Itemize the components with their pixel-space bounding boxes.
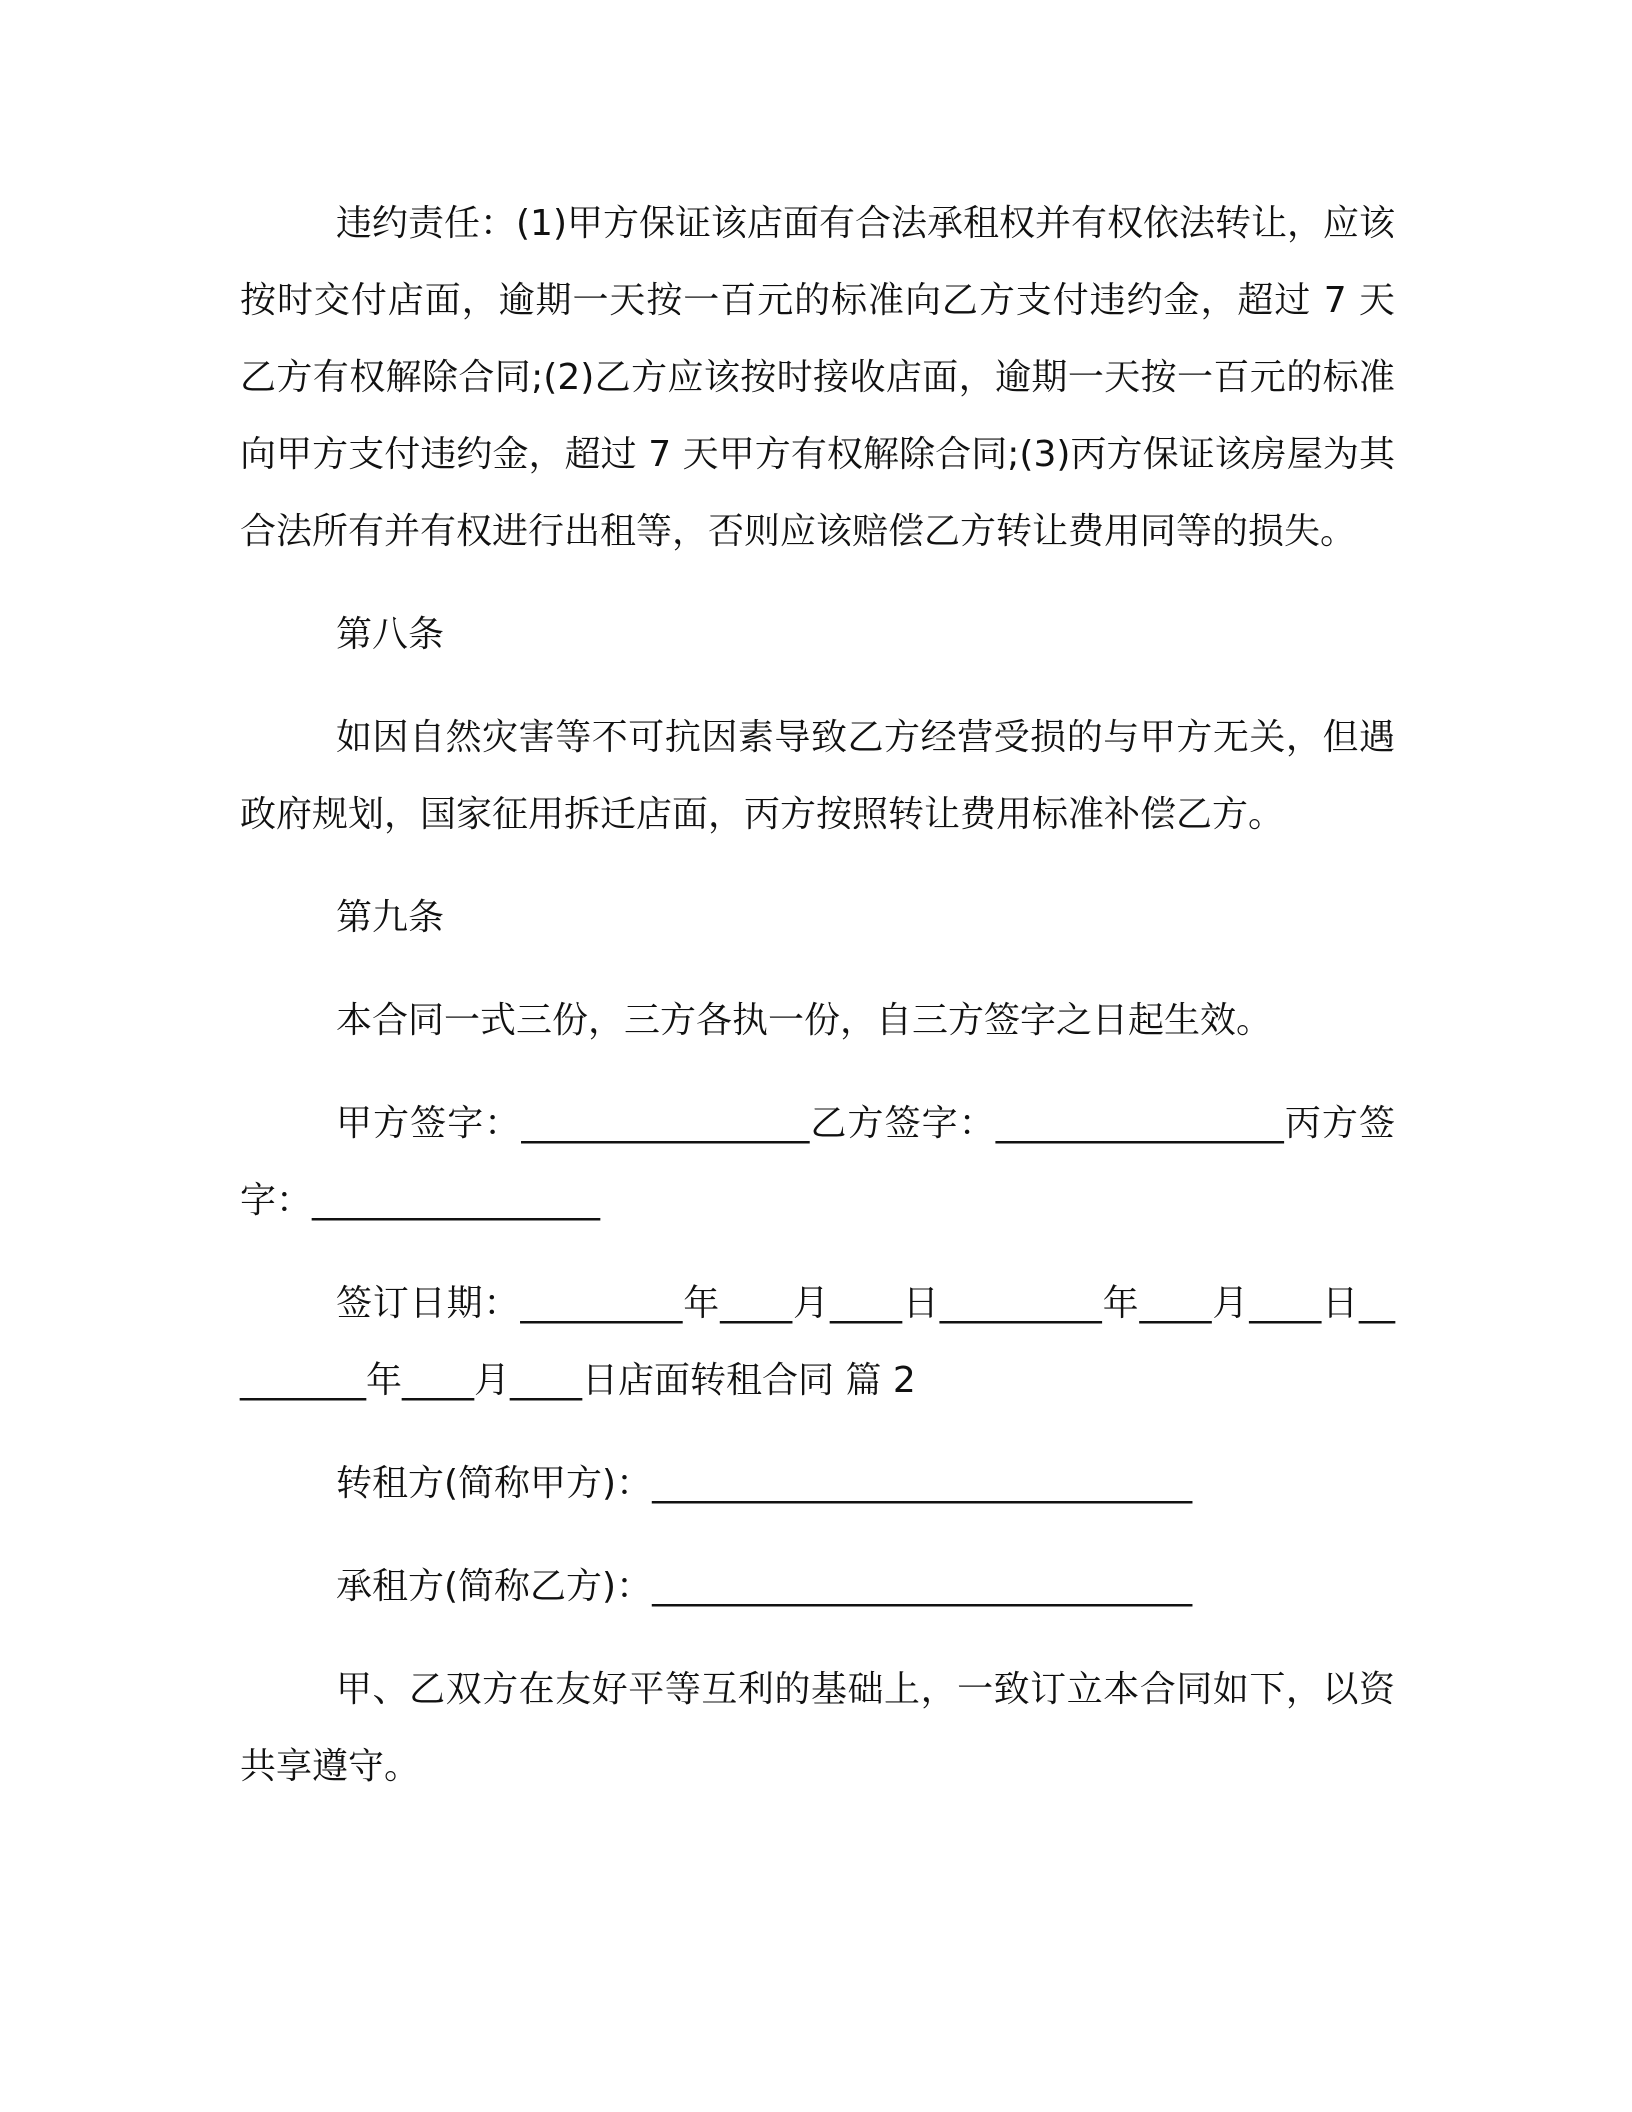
paragraph-copies: 本合同一式三份，三方各执一份，自三方签字之日起生效。 [336,1000,1273,1041]
article-eight-heading: 第八条 [336,614,445,655]
article-nine-heading: 第九条 [336,897,445,938]
paragraph-agreement-intro: 甲、乙双方在友好平等互利的基础上，一致订立本合同如下，以资共享遵守。 [240,1669,1395,1787]
lessee-line: 承租方(简称乙方)：______________________________ [336,1566,1193,1607]
sublessor-line: 转租方(简称甲方)：______________________________ [336,1463,1193,1504]
document-body [240,185,1395,1831]
paragraph-breach-liability: 违约责任：(1)甲方保证该店面有合法承租权并有权依法转让，应该按时交付店面，逾期一天按一百元的标准向乙方支付违约金，超过 7 天乙方有权解除合同;(2)乙方应该按时接收店面，逾期一天按一百元的标准向甲方支付违约金，超过 7 天甲方有权解除合同;(3)丙方保证该房屋为其合法所有并有权进行出租等，否则应该赔偿乙方转让费用同等的损失。 [240,203,1395,552]
signing-date-lines: 签订日期：_________年____月____日_________年____月____日_________年____月____日店面转租合同 篇 2 [240,1283,1396,1401]
paragraph-force-majeure: 如因自然灾害等不可抗因素导致乙方经营受损的与甲方无关，但遇政府规划，国家征用拆迁店面，丙方按照转让费用标准补偿乙方。 [240,717,1395,835]
signature-lines: 甲方签字：________________乙方签字：________________丙方签字：________________ [240,1103,1395,1221]
